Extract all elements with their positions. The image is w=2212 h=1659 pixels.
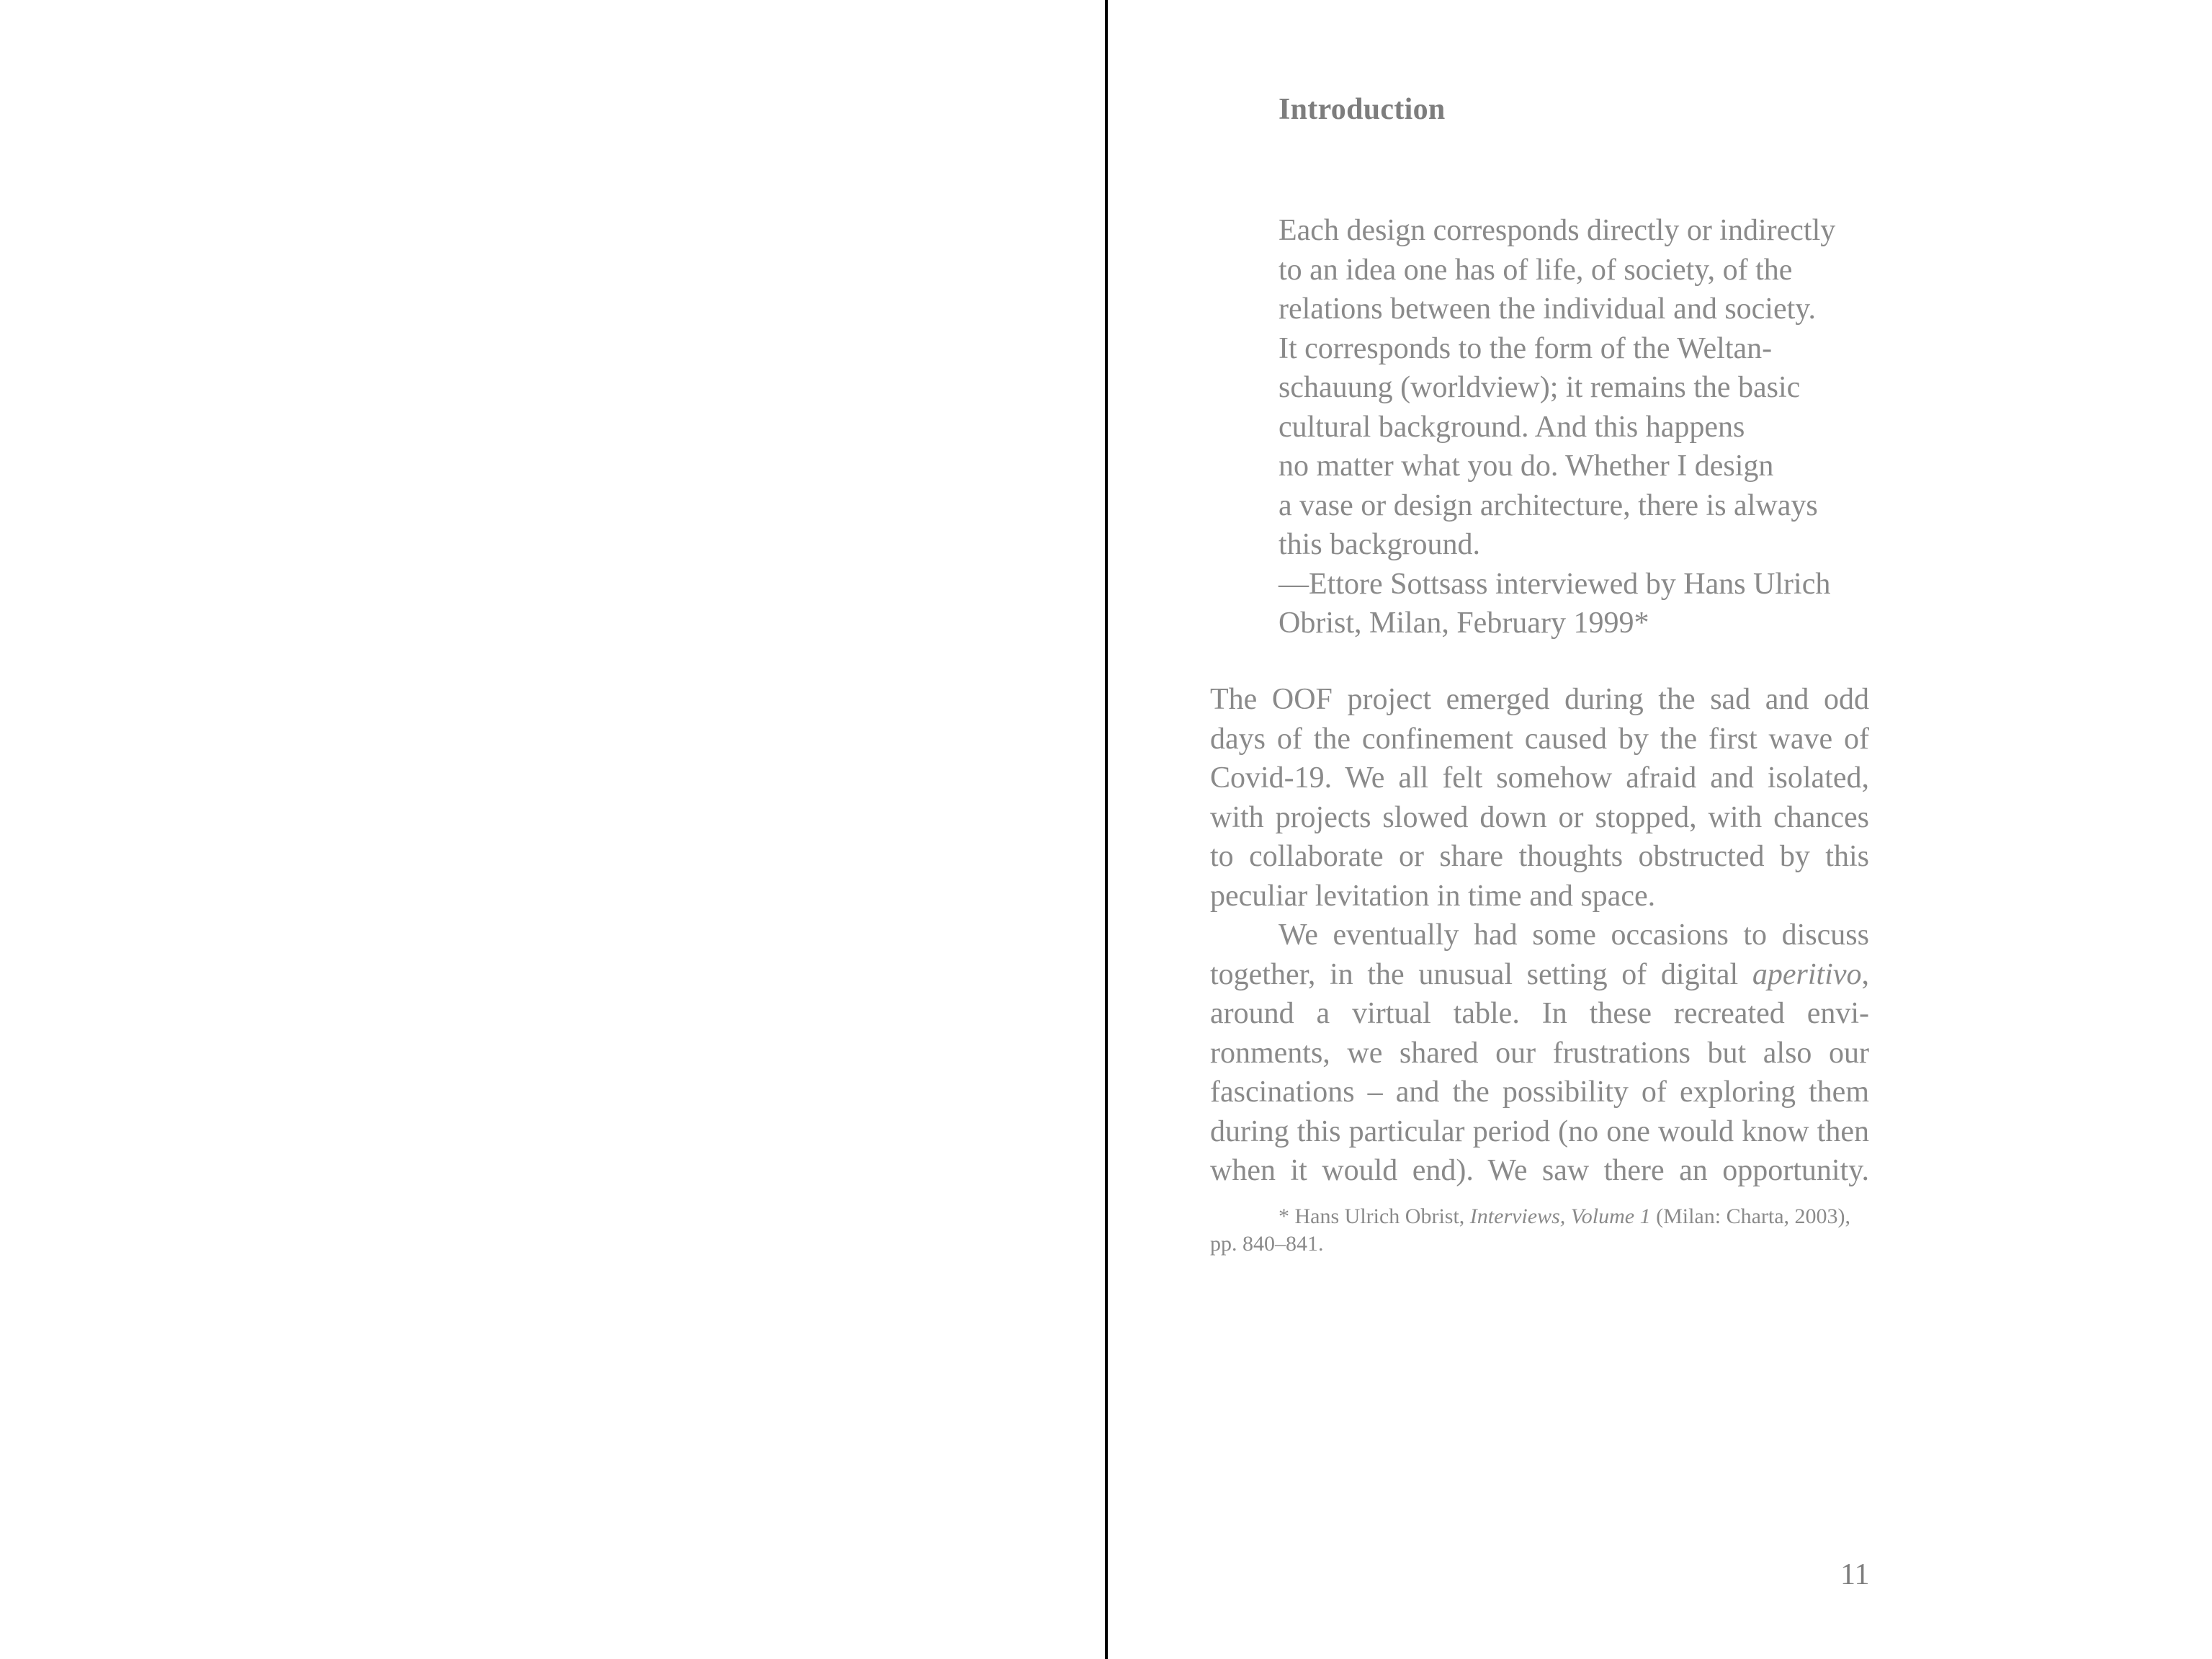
- paragraph-2-line: when it would end). We saw there an opportunity.: [1210, 1154, 1869, 1187]
- epigraph-line: cultural background. And this happens: [1279, 410, 1745, 444]
- epigraph-line: schauung (worldview); it remains the basic: [1279, 371, 1801, 404]
- epigraph-quote: [1279, 211, 1927, 643]
- epigraph-line: a vase or design architecture, there is always: [1279, 488, 1818, 522]
- left-page-blank: [0, 0, 1105, 1659]
- paragraph-2-line: [1210, 955, 1869, 995]
- footnote-line: pp. 840–841.: [1210, 1232, 1324, 1256]
- paragraph-2-line: around a virtual table. In these recreated envi-: [1210, 997, 1869, 1030]
- paragraph-2-text: together, in the unusual setting of digital: [1210, 957, 1752, 991]
- paragraph-2-line: fascinations – and the possibility of exploring them: [1210, 1076, 1869, 1109]
- epigraph-line: It corresponds to the form of the Weltan-: [1279, 331, 1773, 365]
- epigraph-line: relations between the individual and society.: [1279, 292, 1817, 326]
- paragraph-1-line: The OOF project emerged during the sad and odd: [1210, 683, 1869, 716]
- paragraph-2-line: during this particular period (no one would know then: [1210, 1114, 1869, 1148]
- footnote-title: Interviews, Volume 1: [1469, 1204, 1651, 1228]
- page-number: 11: [1840, 1558, 1870, 1591]
- paragraph-1-line: with projects slowed down or stopped, with chances: [1210, 800, 1869, 834]
- paragraph-1-line: Covid-19. We all felt somehow afraid and isolated,: [1210, 761, 1869, 795]
- footnote: [1210, 1203, 1869, 1258]
- italic-term: aperitivo: [1752, 957, 1862, 991]
- paragraph-2-line: We eventually had some occasions to discuss: [1279, 918, 1869, 952]
- footnote-line: [1210, 1203, 1869, 1230]
- epigraph-attribution: —Ettore Sottsass interviewed by Hans Ulrich: [1279, 567, 1831, 601]
- epigraph-line: Each design corresponds directly or indirectly: [1279, 214, 1836, 247]
- paragraph-1-line: peculiar levitation in time and space.: [1210, 879, 1656, 913]
- footnote-text: (Milan: Charta, 2003),: [1650, 1204, 1851, 1228]
- epigraph-line: no matter what you do. Whether I design: [1279, 450, 1774, 483]
- paragraph-1-line: days of the confinement caused by the first wave of: [1210, 722, 1869, 756]
- footnote-text: * Hans Ulrich Obrist,: [1279, 1204, 1470, 1228]
- section-heading: Introduction: [1279, 93, 1446, 126]
- body-text: [1210, 680, 1869, 1191]
- paragraph-1-line: to collaborate or share thoughts obstructed by this: [1210, 840, 1869, 873]
- epigraph-attribution: Obrist, Milan, February 1999*: [1279, 607, 1649, 640]
- epigraph-line: to an idea one has of life, of society, of the: [1279, 253, 1793, 287]
- paragraph-2-line: ronments, we shared our frustrations but also our: [1210, 1036, 1869, 1070]
- paragraph-2-text: ,: [1861, 957, 1869, 991]
- epigraph-line: this background.: [1279, 528, 1480, 561]
